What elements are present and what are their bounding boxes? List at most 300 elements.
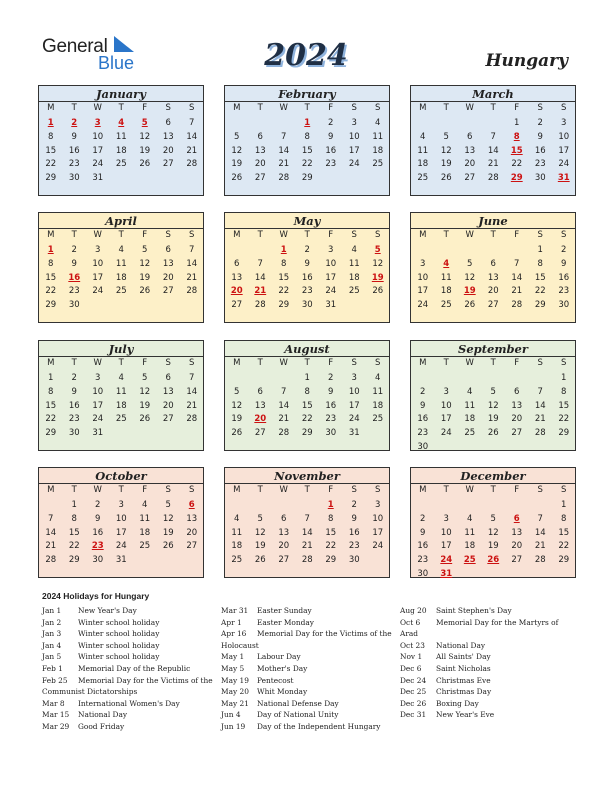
holiday-day-cell: 19 [371, 272, 384, 283]
day-cell: 9 [328, 131, 334, 142]
weekday-label: S [537, 485, 543, 495]
day-cell: 21 [186, 400, 198, 411]
day-cell: 25 [231, 555, 243, 566]
day-cell: 14 [278, 145, 290, 156]
day-cell: 27 [254, 173, 266, 184]
weekday-label: M [419, 103, 427, 113]
day-cell: 15 [558, 527, 570, 538]
weekday-label: T [71, 358, 77, 368]
day-cell: 14 [278, 400, 290, 411]
day-cell: 28 [186, 414, 198, 425]
day-cell: 11 [417, 145, 429, 156]
day-cell: 14 [186, 258, 198, 269]
holiday-entry [400, 698, 575, 710]
weekday-label: T [118, 103, 124, 113]
day-cell: 1 [561, 500, 567, 510]
day-cell: 20 [254, 159, 266, 170]
day-cell: 28 [534, 428, 546, 439]
day-cell: 14 [487, 145, 499, 156]
day-cell: 3 [95, 245, 101, 255]
day-cell: 6 [165, 118, 171, 128]
holiday-day-cell: 1 [327, 500, 334, 510]
day-cell: 8 [304, 131, 310, 142]
day-cell: 24 [440, 428, 452, 439]
day-cell: 14 [186, 131, 198, 142]
holiday-day-cell: 1 [47, 118, 54, 128]
month-title-divider [39, 228, 203, 229]
day-cell: 4 [375, 373, 381, 383]
month-march [410, 85, 576, 196]
holiday-entry [221, 663, 396, 675]
day-cell: 22 [68, 541, 80, 552]
day-cell: 11 [115, 131, 127, 142]
day-cell: 4 [351, 245, 357, 255]
day-cell: 16 [301, 272, 313, 283]
holiday-day-cell: 2 [71, 118, 78, 128]
day-cell: 5 [490, 386, 496, 397]
day-cell: 28 [511, 300, 523, 311]
day-cell: 2 [420, 513, 426, 524]
day-cell: 5 [467, 258, 473, 269]
weekday-label: T [118, 358, 124, 368]
day-cell: 2 [71, 373, 77, 383]
day-cell: 2 [328, 373, 334, 383]
holiday-date: Jan 3 [42, 629, 62, 639]
day-cell: 13 [511, 527, 523, 538]
weekday-label: T [490, 230, 496, 240]
day-cell: 29 [278, 300, 290, 311]
day-cell: 12 [139, 386, 151, 397]
day-cell: 26 [139, 414, 151, 425]
day-cell: 15 [301, 400, 313, 411]
day-cell: 2 [537, 118, 543, 128]
day-cell: 10 [417, 272, 429, 283]
day-cell: 2 [351, 500, 357, 510]
day-cell: 18 [115, 145, 127, 156]
weekday-label: T [71, 485, 77, 495]
day-cell: 17 [558, 145, 570, 156]
day-cell: 4 [234, 513, 240, 524]
day-cell: 17 [92, 145, 104, 156]
day-cell: 3 [95, 373, 101, 383]
weekday-label: S [375, 358, 381, 368]
holiday-date: Jan 1 [42, 606, 62, 615]
day-cell: 16 [558, 272, 570, 283]
day-cell: 21 [278, 414, 290, 425]
weekday-label: M [419, 230, 427, 240]
day-cell: 17 [372, 527, 384, 538]
day-cell: 18 [464, 414, 476, 425]
weekday-label: S [165, 358, 171, 368]
day-cell: 6 [281, 513, 287, 524]
holiday-date: Nov 1 [400, 652, 423, 662]
month-title-divider [225, 356, 389, 357]
month-september [410, 340, 576, 451]
holiday-date: May 1 [221, 652, 245, 662]
holiday-name: Winter school holiday [78, 629, 160, 639]
day-cell: 10 [92, 258, 104, 269]
holiday-entry [400, 617, 575, 640]
day-cell: 16 [534, 145, 546, 156]
day-cell: 25 [464, 428, 476, 439]
day-cell: 15 [45, 272, 57, 283]
weekday-label: T [257, 485, 263, 495]
day-cell: 22 [45, 286, 57, 297]
day-cell: 22 [558, 414, 570, 425]
month-june [410, 212, 576, 323]
day-cell: 7 [281, 131, 287, 142]
day-cell: 19 [440, 159, 452, 170]
day-cell: 25 [440, 300, 452, 311]
day-cell: 22 [301, 159, 313, 170]
day-cell: 21 [534, 541, 546, 552]
day-cell: 26 [254, 555, 266, 566]
holiday-entry [221, 709, 396, 721]
weekday-label: T [304, 485, 310, 495]
day-cell: 13 [464, 145, 476, 156]
holiday-day-cell: 24 [440, 555, 453, 566]
day-cell: 12 [254, 527, 266, 538]
day-cell: 25 [372, 159, 384, 170]
day-cell: 13 [487, 272, 499, 283]
day-cell: 12 [162, 513, 174, 524]
day-cell: 23 [68, 286, 80, 297]
holiday-name: Easter Monday [257, 617, 314, 627]
day-cell: 6 [257, 131, 263, 142]
logo-text-blue: Blue [98, 53, 135, 73]
day-cell: 13 [186, 513, 198, 524]
holiday-day-cell: 20 [230, 286, 243, 297]
weekday-label: T [257, 358, 263, 368]
day-cell: 5 [490, 513, 496, 524]
day-cell: 14 [254, 272, 266, 283]
day-cell: 30 [325, 428, 337, 439]
holiday-date: Dec 6 [400, 663, 422, 673]
weekday-label: T [490, 485, 496, 495]
holiday-day-cell: 25 [463, 555, 476, 566]
holiday-entry [42, 605, 217, 617]
day-cell: 8 [48, 131, 54, 142]
day-cell: 5 [142, 245, 148, 255]
weekday-label: T [443, 230, 449, 240]
day-cell: 16 [348, 527, 360, 538]
day-cell: 28 [45, 555, 57, 566]
holiday-date: Aug 20 [400, 606, 427, 615]
day-cell: 27 [231, 300, 243, 311]
day-cell: 13 [254, 400, 266, 411]
day-cell: 11 [440, 272, 452, 283]
weekday-label: S [351, 485, 357, 495]
weekday-label: M [233, 358, 241, 368]
day-cell: 29 [558, 555, 570, 566]
holiday-day-cell: 19 [463, 286, 476, 297]
day-cell: 28 [487, 173, 499, 184]
holidays-heading: 2024 Holidays for Hungary [42, 591, 150, 601]
day-cell: 30 [348, 555, 360, 566]
holiday-entry [400, 686, 575, 698]
holiday-name: International Women's Day [78, 698, 180, 708]
day-cell: 26 [139, 286, 151, 297]
day-cell: 24 [92, 414, 104, 425]
holiday-entry [400, 709, 575, 721]
holiday-name: Christmas Eve [436, 675, 491, 685]
holiday-date: Oct 23 [400, 640, 425, 650]
weekday-label: S [189, 230, 195, 240]
day-cell: 8 [48, 258, 54, 269]
day-cell: 27 [511, 555, 523, 566]
holiday-date: Dec 26 [400, 698, 427, 708]
day-cell: 9 [71, 386, 77, 397]
day-cell: 19 [254, 541, 266, 552]
day-cell: 27 [464, 173, 476, 184]
day-cell: 23 [301, 286, 313, 297]
holiday-name: Winter school holiday [78, 640, 160, 650]
day-cell: 31 [92, 428, 104, 439]
day-cell: 17 [440, 414, 452, 425]
holiday-day-cell: 6 [513, 513, 520, 524]
day-cell: 8 [561, 386, 567, 397]
holiday-day-cell: 23 [91, 541, 104, 552]
weekday-label: T [71, 103, 77, 113]
day-cell: 11 [348, 258, 360, 269]
holiday-day-cell: 6 [188, 500, 195, 510]
day-cell: 6 [165, 245, 171, 255]
month-january [38, 85, 204, 196]
weekday-label: F [328, 358, 334, 368]
holiday-entry [400, 651, 575, 663]
weekday-label: T [490, 358, 496, 368]
holiday-date: May 19 [221, 675, 249, 685]
day-cell: 26 [139, 159, 151, 170]
day-cell: 30 [417, 442, 429, 452]
day-cell: 16 [92, 527, 104, 538]
day-cell: 8 [71, 513, 77, 524]
day-cell: 12 [139, 258, 151, 269]
day-cell: 28 [186, 159, 198, 170]
day-cell: 19 [487, 541, 499, 552]
day-cell: 26 [231, 428, 243, 439]
month-title: January [96, 87, 146, 101]
weekday-label: T [304, 103, 310, 113]
day-cell: 9 [304, 258, 310, 269]
holiday-name: Day of the Independent Hungary [257, 721, 381, 731]
weekday-label: F [514, 485, 520, 495]
day-cell: 20 [487, 286, 499, 297]
holiday-name: Memorial Day for the Victims of the Communist Dictatorships [42, 675, 213, 697]
month-title-divider [225, 228, 389, 229]
day-cell: 21 [487, 159, 499, 170]
holiday-day-cell: 21 [254, 286, 267, 297]
holiday-date: Mar 8 [42, 698, 65, 708]
day-cell: 13 [278, 527, 290, 538]
holiday-entry [42, 675, 217, 698]
day-cell: 17 [92, 272, 104, 283]
day-cell: 23 [68, 414, 80, 425]
day-cell: 20 [511, 541, 523, 552]
day-cell: 20 [511, 414, 523, 425]
weekday-label: S [375, 230, 381, 240]
month-title-divider [225, 101, 389, 102]
day-cell: 21 [534, 414, 546, 425]
day-cell: 4 [420, 131, 426, 142]
day-cell: 29 [45, 300, 57, 311]
day-cell: 14 [186, 386, 198, 397]
month-july [38, 340, 204, 451]
weekday-label: F [142, 485, 148, 495]
weekday-label: W [279, 103, 288, 113]
weekday-label: W [279, 230, 288, 240]
day-cell: 12 [231, 400, 243, 411]
day-cell: 18 [231, 541, 243, 552]
day-cell: 26 [231, 173, 243, 184]
day-cell: 31 [92, 173, 104, 184]
day-cell: 2 [304, 245, 310, 255]
day-cell: 8 [304, 386, 310, 397]
day-cell: 4 [375, 118, 381, 128]
weekday-label: M [47, 103, 55, 113]
weekday-label: W [93, 230, 102, 240]
day-cell: 13 [162, 131, 174, 142]
day-cell: 29 [301, 428, 313, 439]
day-cell: 16 [417, 414, 429, 425]
day-cell: 14 [301, 527, 313, 538]
day-cell: 20 [186, 527, 198, 538]
day-cell: 12 [464, 272, 476, 283]
day-cell: 23 [558, 286, 570, 297]
holiday-name: Easter Sunday [257, 606, 312, 615]
day-cell: 28 [278, 173, 290, 184]
weekday-label: W [465, 230, 474, 240]
day-cell: 7 [257, 258, 263, 269]
day-cell: 26 [372, 286, 384, 297]
day-cell: 27 [186, 541, 198, 552]
day-cell: 24 [558, 159, 570, 170]
weekday-label: S [537, 230, 543, 240]
day-cell: 12 [487, 527, 499, 538]
holiday-day-cell: 20 [254, 414, 267, 425]
day-cell: 12 [440, 145, 452, 156]
day-cell: 6 [467, 131, 473, 142]
day-cell: 17 [92, 400, 104, 411]
day-cell: 13 [162, 258, 174, 269]
day-cell: 5 [257, 513, 263, 524]
holiday-entry [221, 617, 396, 629]
day-cell: 16 [68, 400, 80, 411]
day-cell: 28 [254, 300, 266, 311]
month-title: October [95, 469, 147, 483]
day-cell: 7 [189, 245, 195, 255]
day-cell: 3 [420, 258, 426, 269]
weekday-label: S [165, 103, 171, 113]
month-title-divider [411, 356, 575, 357]
weekday-label: W [465, 103, 474, 113]
day-cell: 15 [534, 272, 546, 283]
holiday-day-cell: 1 [304, 118, 311, 128]
day-cell: 26 [487, 428, 499, 439]
holiday-day-cell: 8 [513, 131, 520, 142]
day-cell: 13 [162, 386, 174, 397]
day-cell: 28 [278, 428, 290, 439]
day-cell: 5 [443, 131, 449, 142]
month-title-divider [39, 356, 203, 357]
weekday-label: F [142, 230, 148, 240]
holiday-date: Mar 29 [42, 721, 70, 731]
day-cell: 15 [45, 145, 57, 156]
day-cell: 22 [278, 286, 290, 297]
day-cell: 25 [115, 286, 127, 297]
day-cell: 25 [139, 541, 151, 552]
day-cell: 6 [165, 373, 171, 383]
month-title: June [478, 214, 508, 228]
day-cell: 7 [189, 118, 195, 128]
holiday-entry [400, 605, 575, 617]
holiday-date: Dec 24 [400, 675, 427, 685]
holiday-date: May 5 [221, 663, 245, 673]
day-cell: 16 [417, 541, 429, 552]
day-cell: 19 [231, 159, 243, 170]
day-cell: 30 [417, 569, 429, 579]
day-cell: 3 [561, 118, 567, 128]
day-cell: 18 [115, 400, 127, 411]
day-cell: 2 [95, 500, 101, 510]
day-cell: 7 [537, 386, 543, 397]
page-title-year: 2024 [264, 38, 348, 73]
holiday-day-cell: 1 [280, 245, 287, 255]
day-cell: 17 [417, 286, 429, 297]
day-cell: 21 [45, 541, 57, 552]
day-cell: 22 [45, 414, 57, 425]
day-cell: 19 [231, 414, 243, 425]
day-cell: 25 [348, 286, 360, 297]
day-cell: 18 [372, 400, 384, 411]
day-cell: 19 [139, 145, 151, 156]
day-cell: 29 [534, 300, 546, 311]
weekday-label: M [47, 230, 55, 240]
day-cell: 1 [48, 373, 54, 383]
day-cell: 10 [92, 131, 104, 142]
month-title: December [460, 469, 526, 483]
day-cell: 27 [162, 286, 174, 297]
weekday-label: W [465, 358, 474, 368]
day-cell: 23 [68, 159, 80, 170]
holiday-name: New Year's Eve [436, 710, 495, 720]
day-cell: 4 [142, 500, 148, 510]
holiday-name: Winter school holiday [78, 652, 160, 662]
month-title: May [293, 214, 321, 228]
day-cell: 9 [95, 513, 101, 524]
holiday-date: Dec 31 [400, 710, 427, 720]
day-cell: 21 [511, 286, 523, 297]
day-cell: 23 [534, 159, 546, 170]
day-cell: 31 [325, 300, 337, 311]
day-cell: 19 [139, 272, 151, 283]
day-cell: 30 [68, 173, 80, 184]
weekday-label: S [351, 358, 357, 368]
day-cell: 31 [348, 428, 360, 439]
day-cell: 30 [534, 173, 546, 184]
day-cell: 13 [231, 272, 243, 283]
day-cell: 7 [537, 513, 543, 524]
day-cell: 18 [372, 145, 384, 156]
day-cell: 14 [534, 400, 546, 411]
day-cell: 28 [534, 555, 546, 566]
day-cell: 9 [71, 258, 77, 269]
month-february [224, 85, 390, 196]
holiday-name: Day of National Unity [257, 710, 339, 720]
day-cell: 24 [348, 159, 360, 170]
day-cell: 20 [162, 400, 174, 411]
day-cell: 15 [45, 400, 57, 411]
